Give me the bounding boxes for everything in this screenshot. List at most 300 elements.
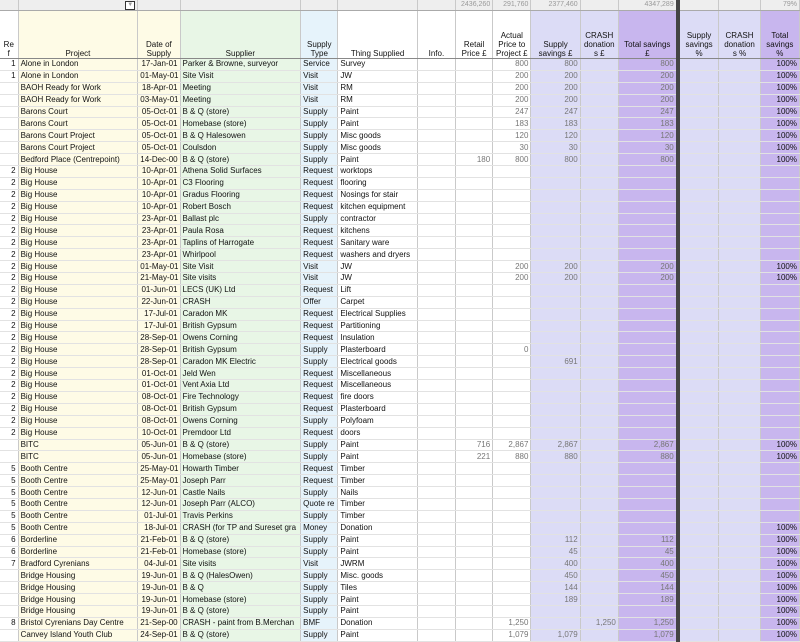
cell-tpct[interactable]: 100% [760,594,799,606]
cell-retail[interactable] [456,106,493,118]
cell-sav[interactable] [531,320,580,332]
cell-supplier[interactable]: Whirlpool [180,249,301,261]
cell-actual[interactable] [493,368,531,380]
cell-crash[interactable]: 1,250 [580,617,618,629]
cell-total[interactable]: 30 [618,142,677,154]
cell-supplier[interactable]: Coulsdon [180,142,301,154]
cell-thing[interactable]: JW [338,261,417,273]
cell-sav[interactable]: 247 [531,106,580,118]
cell-sav[interactable] [531,344,580,356]
cell-total[interactable]: 45 [618,546,677,558]
cell-total[interactable] [618,237,677,249]
cell-actual[interactable] [493,475,531,487]
cell-total[interactable]: 200 [618,70,677,82]
cell-actual[interactable] [493,249,531,261]
cell-thing[interactable]: Donation [338,617,417,629]
cell-crash[interactable] [580,284,618,296]
cell-spct[interactable] [678,546,719,558]
cell-type[interactable]: Request [301,475,338,487]
cell-sav[interactable] [531,201,580,213]
cell-thing[interactable]: Paint [338,546,417,558]
table-row[interactable] [0,344,800,356]
cell-date[interactable]: 08-Oct-01 [138,415,180,427]
cell-ref[interactable] [0,106,18,118]
cell-cpct[interactable] [719,534,760,546]
cell-thing[interactable]: Paint [338,439,417,451]
cell-crash[interactable] [580,82,618,94]
cell-actual[interactable] [493,308,531,320]
cell-date[interactable]: 19-Jun-01 [138,594,180,606]
table-row[interactable] [0,249,800,261]
cell-info[interactable] [417,510,455,522]
cell-cpct[interactable] [719,213,760,225]
cell-ref[interactable] [0,629,18,641]
cell-ref[interactable]: 5 [0,475,18,487]
cell-crash[interactable] [580,380,618,392]
cell-total[interactable] [618,475,677,487]
table-row[interactable] [0,487,800,499]
cell-actual[interactable]: 247 [493,106,531,118]
cell-info[interactable] [417,415,455,427]
cell-spct[interactable] [678,261,719,273]
cell-actual[interactable]: 2,867 [493,439,531,451]
table-row[interactable] [0,213,800,225]
cell-thing[interactable]: Nails [338,487,417,499]
cell-type[interactable]: Money [301,522,338,534]
table-row[interactable] [0,308,800,320]
cell-spct[interactable] [678,142,719,154]
cell-spct[interactable] [678,380,719,392]
cell-date[interactable]: 18-Jul-01 [138,522,180,534]
cell-spct[interactable] [678,237,719,249]
cell-total[interactable]: 880 [618,451,677,463]
cell-tpct[interactable] [760,510,799,522]
cell-sav[interactable] [531,605,580,617]
cell-info[interactable] [417,201,455,213]
cell-date[interactable]: 19-Jun-01 [138,582,180,594]
cell-info[interactable] [417,249,455,261]
cell-supplier[interactable]: Athena Solid Surfaces [180,166,301,178]
cell-info[interactable] [417,332,455,344]
cell-sav[interactable] [531,296,580,308]
cell-info[interactable] [417,284,455,296]
cell-retail[interactable] [456,94,493,106]
cell-project[interactable]: Big House [18,415,138,427]
cell-type[interactable]: Request [301,380,338,392]
cell-actual[interactable] [493,332,531,344]
cell-date[interactable]: 18-Apr-01 [138,82,180,94]
cell-spct[interactable] [678,82,719,94]
cell-crash[interactable] [580,273,618,285]
cell-total[interactable] [618,510,677,522]
cell-retail[interactable] [456,344,493,356]
cell-supplier[interactable]: Site Visit [180,261,301,273]
cell-tpct[interactable]: 100% [760,570,799,582]
cell-ref[interactable] [0,142,18,154]
cell-retail[interactable] [456,368,493,380]
cell-project[interactable]: Booth Centre [18,463,138,475]
cell-spct[interactable] [678,201,719,213]
cell-retail[interactable] [456,582,493,594]
cell-date[interactable]: 28-Sep-01 [138,332,180,344]
cell-type[interactable]: Service [301,59,338,71]
cell-sav[interactable] [531,427,580,439]
cell-type[interactable]: Visit [301,558,338,570]
cell-supplier[interactable]: B & Q (store) [180,154,301,166]
cell-type[interactable]: Supply [301,510,338,522]
cell-cpct[interactable] [719,296,760,308]
cell-spct[interactable] [678,582,719,594]
cell-spct[interactable] [678,320,719,332]
cell-spct[interactable] [678,118,719,130]
cell-thing[interactable]: Paint [338,106,417,118]
cell-type[interactable]: Request [301,237,338,249]
cell-supplier[interactable]: British Gypsum [180,344,301,356]
cell-date[interactable]: 01-Jul-01 [138,510,180,522]
cell-info[interactable] [417,463,455,475]
cell-retail[interactable] [456,534,493,546]
cell-date[interactable]: 01-May-01 [138,70,180,82]
cell-spct[interactable] [678,534,719,546]
cell-project[interactable]: Bristol Cyrenians Day Centre [18,617,138,629]
cell-retail[interactable] [456,308,493,320]
cell-cpct[interactable] [719,130,760,142]
cell-tpct[interactable] [760,189,799,201]
cell-date[interactable]: 28-Sep-01 [138,356,180,368]
cell-cpct[interactable] [719,249,760,261]
cell-type[interactable]: Request [301,308,338,320]
cell-crash[interactable] [580,154,618,166]
table-row[interactable] [0,201,800,213]
cell-crash[interactable] [580,510,618,522]
cell-date[interactable]: 04-Jul-01 [138,558,180,570]
cell-spct[interactable] [678,154,719,166]
cell-project[interactable]: Big House [18,356,138,368]
table-row[interactable] [0,558,800,570]
cell-retail[interactable] [456,225,493,237]
cell-actual[interactable] [493,594,531,606]
cell-total[interactable] [618,249,677,261]
cell-date[interactable]: 08-Oct-01 [138,403,180,415]
cell-project[interactable]: BITC [18,439,138,451]
cell-thing[interactable]: fire doors [338,391,417,403]
cell-tpct[interactable]: 100% [760,605,799,617]
cell-type[interactable]: Supply [301,415,338,427]
cell-sav[interactable]: 183 [531,118,580,130]
cell-type[interactable]: Visit [301,82,338,94]
table-row[interactable] [0,237,800,249]
cell-cpct[interactable] [719,629,760,641]
cell-type[interactable]: Visit [301,273,338,285]
cell-sav[interactable] [531,225,580,237]
cell-type[interactable]: Visit [301,70,338,82]
cell-sav[interactable] [531,237,580,249]
cell-info[interactable] [417,166,455,178]
cell-total[interactable]: 200 [618,261,677,273]
cell-retail[interactable] [456,558,493,570]
cell-supplier[interactable]: B & Q (HalesOwen) [180,570,301,582]
cell-ref[interactable]: 2 [0,403,18,415]
cell-supplier[interactable]: Parker & Browne, surveyor [180,59,301,71]
cell-ref[interactable]: 2 [0,225,18,237]
cell-retail[interactable] [456,189,493,201]
cell-crash[interactable] [580,166,618,178]
table-row[interactable] [0,617,800,629]
cell-spct[interactable] [678,463,719,475]
cell-supplier[interactable]: Joseph Parr (ALCO) [180,498,301,510]
cell-type[interactable]: Request [301,320,338,332]
cell-cpct[interactable] [719,522,760,534]
cell-supplier[interactable]: Site visits [180,558,301,570]
cell-actual[interactable] [493,284,531,296]
cell-spct[interactable] [678,166,719,178]
cell-thing[interactable]: Donation [338,522,417,534]
cell-sav[interactable] [531,166,580,178]
cell-tpct[interactable] [760,475,799,487]
cell-actual[interactable] [493,463,531,475]
cell-crash[interactable] [580,189,618,201]
cell-crash[interactable] [580,59,618,71]
cell-project[interactable]: Alone in London [18,59,138,71]
cell-project[interactable]: Booth Centre [18,475,138,487]
cell-actual[interactable]: 800 [493,59,531,71]
cell-ref[interactable]: 2 [0,308,18,320]
cell-retail[interactable] [456,594,493,606]
cell-info[interactable] [417,582,455,594]
cell-tpct[interactable] [760,225,799,237]
cell-sav[interactable] [531,177,580,189]
cell-type[interactable]: Request [301,463,338,475]
cell-info[interactable] [417,273,455,285]
cell-thing[interactable]: RM [338,82,417,94]
cell-ref[interactable] [0,439,18,451]
table-row[interactable] [0,439,800,451]
cell-supplier[interactable]: Robert Bosch [180,201,301,213]
table-row[interactable] [0,70,800,82]
cell-retail[interactable] [456,570,493,582]
cell-date[interactable]: 12-Jun-01 [138,498,180,510]
cell-project[interactable]: Big House [18,237,138,249]
cell-actual[interactable] [493,558,531,570]
cell-project[interactable]: Big House [18,344,138,356]
cell-type[interactable]: Supply [301,106,338,118]
cell-cpct[interactable] [719,617,760,629]
cell-supplier[interactable]: Owens Corning [180,332,301,344]
cell-tpct[interactable]: 100% [760,261,799,273]
cell-total[interactable]: 183 [618,118,677,130]
cell-type[interactable]: Offer [301,296,338,308]
cell-tpct[interactable] [760,344,799,356]
cell-ref[interactable] [0,582,18,594]
cell-spct[interactable] [678,344,719,356]
cell-cpct[interactable] [719,463,760,475]
cell-retail[interactable] [456,82,493,94]
table-row[interactable] [0,594,800,606]
table-row[interactable] [0,59,800,71]
cell-total[interactable] [618,427,677,439]
cell-total[interactable]: 200 [618,94,677,106]
cell-type[interactable]: Request [301,166,338,178]
cell-ref[interactable]: 2 [0,356,18,368]
cell-type[interactable]: Request [301,284,338,296]
cell-retail[interactable] [456,380,493,392]
cell-info[interactable] [417,225,455,237]
cell-spct[interactable] [678,605,719,617]
cell-actual[interactable] [493,391,531,403]
cell-crash[interactable] [580,213,618,225]
cell-ref[interactable]: 2 [0,427,18,439]
cell-retail[interactable] [456,510,493,522]
cell-project[interactable]: Booth Centre [18,487,138,499]
cell-ref[interactable]: 5 [0,498,18,510]
cell-thing[interactable]: Timber [338,463,417,475]
cell-thing[interactable]: kitchens [338,225,417,237]
cell-date[interactable]: 01-Oct-01 [138,368,180,380]
cell-project[interactable]: Big House [18,213,138,225]
cell-retail[interactable] [456,70,493,82]
cell-ref[interactable]: 8 [0,617,18,629]
table-row[interactable] [0,166,800,178]
cell-info[interactable] [417,629,455,641]
cell-supplier[interactable]: Caradon MK [180,308,301,320]
cell-retail[interactable] [456,166,493,178]
cell-thing[interactable]: flooring [338,177,417,189]
cell-project[interactable]: Bridge Housing [18,594,138,606]
cell-spct[interactable] [678,487,719,499]
cell-project[interactable]: Barons Court Project [18,142,138,154]
cell-crash[interactable] [580,427,618,439]
cell-ref[interactable]: 7 [0,558,18,570]
cell-ref[interactable]: 2 [0,249,18,261]
cell-thing[interactable]: Paint [338,594,417,606]
cell-actual[interactable] [493,296,531,308]
cell-thing[interactable]: Timber [338,498,417,510]
cell-retail[interactable] [456,261,493,273]
cell-cpct[interactable] [719,59,760,71]
cell-date[interactable]: 10-Apr-01 [138,189,180,201]
cell-project[interactable]: Big House [18,189,138,201]
cell-supplier[interactable]: Premdoor Ltd [180,427,301,439]
cell-date[interactable]: 05-Oct-01 [138,118,180,130]
cell-total[interactable]: 144 [618,582,677,594]
cell-crash[interactable] [580,94,618,106]
cell-crash[interactable] [580,451,618,463]
cell-supplier[interactable]: Gradus Flooring [180,189,301,201]
cell-crash[interactable] [580,344,618,356]
cell-retail[interactable] [456,213,493,225]
cell-type[interactable]: Supply [301,439,338,451]
cell-project[interactable]: Big House [18,380,138,392]
cell-project[interactable]: Big House [18,273,138,285]
cell-sav[interactable]: 112 [531,534,580,546]
table-row[interactable] [0,368,800,380]
cell-actual[interactable]: 1,250 [493,617,531,629]
cell-type[interactable]: Request [301,368,338,380]
cell-info[interactable] [417,296,455,308]
cell-info[interactable] [417,142,455,154]
cell-spct[interactable] [678,94,719,106]
cell-project[interactable]: Big House [18,332,138,344]
cell-actual[interactable] [493,498,531,510]
cell-info[interactable] [417,617,455,629]
cell-retail[interactable] [456,296,493,308]
cell-type[interactable]: Request [301,403,338,415]
cell-date[interactable]: 22-Jun-01 [138,296,180,308]
cell-total[interactable] [618,166,677,178]
cell-total[interactable] [618,463,677,475]
cell-ref[interactable]: 1 [0,70,18,82]
header-supplier[interactable]: Supplier [180,11,301,59]
cell-info[interactable] [417,403,455,415]
cell-thing[interactable]: Paint [338,154,417,166]
table-row[interactable] [0,142,800,154]
cell-supplier[interactable]: British Gypsum [180,320,301,332]
cell-total[interactable] [618,344,677,356]
cell-cpct[interactable] [719,166,760,178]
header-type[interactable]: Supply Type [301,11,338,59]
cell-ref[interactable] [0,94,18,106]
cell-cpct[interactable] [719,605,760,617]
cell-tpct[interactable] [760,332,799,344]
cell-retail[interactable] [456,320,493,332]
cell-cpct[interactable] [719,261,760,273]
header-crash[interactable]: CRASH donation s £ [580,11,618,59]
cell-sav[interactable] [531,522,580,534]
cell-spct[interactable] [678,284,719,296]
cell-date[interactable]: 21-Feb-01 [138,546,180,558]
cell-actual[interactable]: 800 [493,154,531,166]
cell-cpct[interactable] [719,427,760,439]
cell-date[interactable]: 05-Oct-01 [138,106,180,118]
cell-tpct[interactable]: 100% [760,582,799,594]
cell-retail[interactable] [456,463,493,475]
cell-project[interactable]: Big House [18,296,138,308]
cell-cpct[interactable] [719,70,760,82]
cell-retail[interactable] [456,356,493,368]
cell-total[interactable]: 450 [618,570,677,582]
cell-thing[interactable]: JW [338,70,417,82]
cell-date[interactable]: 19-Jun-01 [138,570,180,582]
cell-project[interactable]: Barons Court [18,106,138,118]
cell-cpct[interactable] [719,510,760,522]
cell-sav[interactable]: 45 [531,546,580,558]
cell-spct[interactable] [678,427,719,439]
cell-thing[interactable]: Paint [338,451,417,463]
cell-spct[interactable] [678,629,719,641]
cell-tpct[interactable]: 100% [760,154,799,166]
table-row[interactable] [0,273,800,285]
cell-type[interactable]: Request [301,177,338,189]
cell-ref[interactable] [0,118,18,130]
cell-retail[interactable] [456,332,493,344]
cell-info[interactable] [417,605,455,617]
cell-sav[interactable]: 120 [531,130,580,142]
cell-type[interactable]: Supply [301,142,338,154]
header-actual[interactable]: Actual Price to Project £ [493,11,531,59]
cell-actual[interactable] [493,356,531,368]
cell-actual[interactable]: 200 [493,82,531,94]
cell-actual[interactable] [493,534,531,546]
cell-info[interactable] [417,320,455,332]
cell-sav[interactable]: 800 [531,154,580,166]
cell-cpct[interactable] [719,475,760,487]
table-row[interactable] [0,391,800,403]
cell-supplier[interactable]: Howarth Timber [180,463,301,475]
cell-thing[interactable]: Timber [338,475,417,487]
cell-supplier[interactable]: C3 Flooring [180,177,301,189]
table-row[interactable] [0,629,800,641]
cell-date[interactable]: 25-May-01 [138,463,180,475]
